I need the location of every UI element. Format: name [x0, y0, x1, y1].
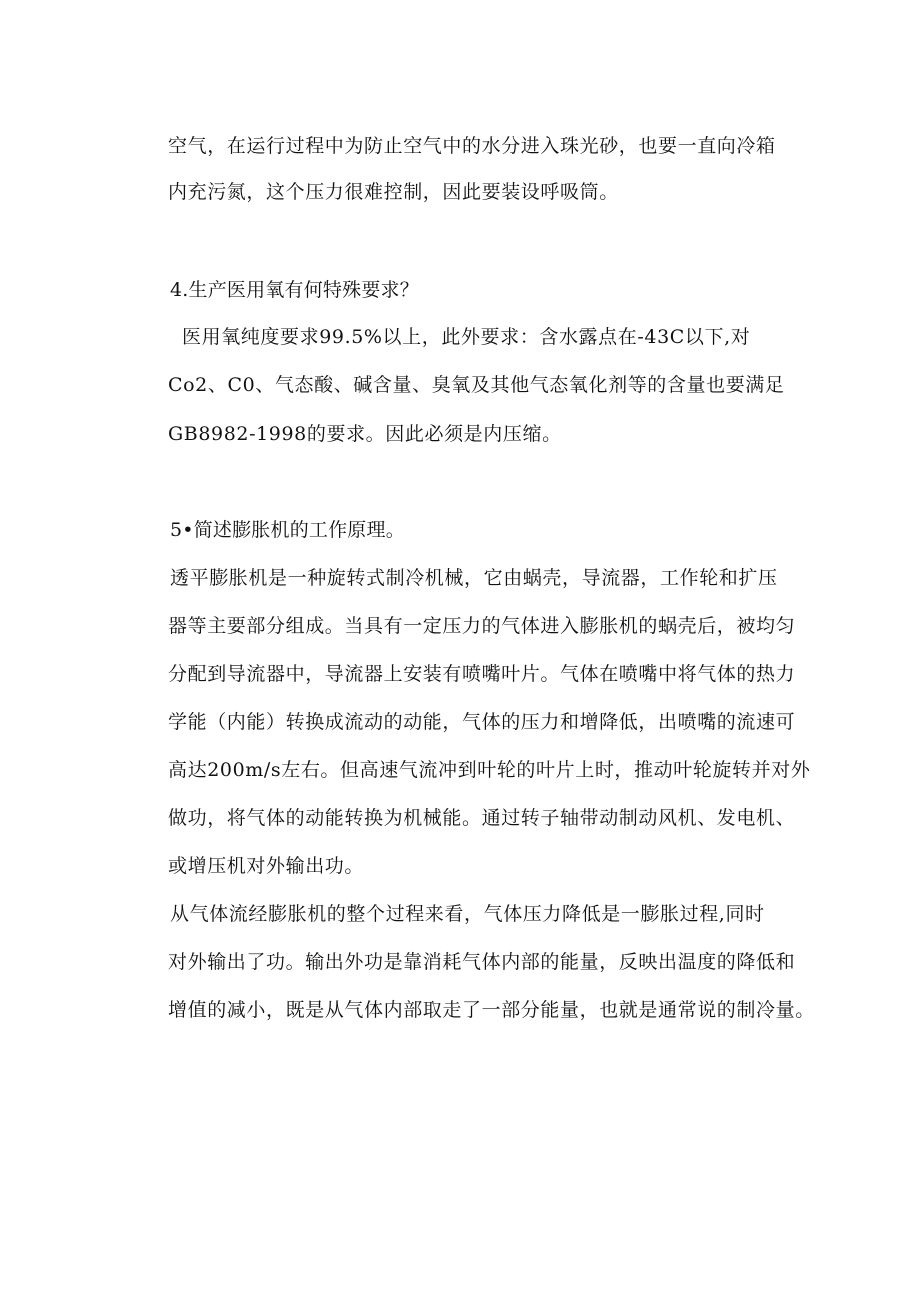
q5-paragraph2-line-1: 从气体流经膨胀机的整个过程来看，气体压力降低是一膨胀过程,同时: [170, 903, 765, 925]
q5-paragraph1-line-4: 学能（内能）转换成流动的动能，气体的压力和增降低，出喷嘴的流速可: [168, 711, 796, 733]
continuation-line-2: 内充污氮，这个压力很难控制，因此要装设呼吸筒。: [168, 181, 619, 203]
continuation-line-1: 空气，在运行过程中为防止空气中的水分进入珠光砂，也要一直向冷箱: [168, 135, 776, 157]
q5-paragraph2-line-3: 增值的减小，既是从气体内部取走了一部分能量，也就是通常说的制冷量。: [168, 999, 815, 1021]
question-5-heading: 5•简述膨胀机的工作原理。: [170, 519, 405, 541]
q5-paragraph1-line-5: 高达200m∕s左右。但高速气流冲到叶轮的叶片上时，推动叶轮旋转并对外: [168, 759, 811, 781]
q5-paragraph1-line-7: 或增压机对外输出功。: [168, 855, 365, 877]
q5-paragraph1-line-6: 做功，将气体的动能转换为机械能。通过转子轴带动制动风机、发电机、: [168, 807, 796, 829]
q5-paragraph1-line-3: 分配到导流器中，导流器上安装有喷嘴叶片。气体在喷嘴中将气体的热力: [168, 663, 796, 685]
q4-answer-line-2: Co2、C0、气态酸、碱含量、臭氧及其他气态氧化剂等的含量也要满足: [168, 374, 785, 396]
question-4-heading: 4.生产医用氧有何特殊要求？: [170, 279, 419, 301]
q5-paragraph1-line-2: 器等主要部分组成。当具有一定压力的气体进入膨胀机的蜗壳后，被均匀: [168, 615, 796, 637]
q5-paragraph1-line-1: 透平膨胀机是一种旋转式制冷机械，它由蜗壳，导流器，工作轮和扩压: [170, 567, 778, 589]
q4-answer-line-3: GB8982-1998的要求。因此必须是内压缩。: [168, 423, 562, 445]
q5-paragraph2-line-2: 对外输出了功。输出外功是靠消耗气体内部的能量，反映出温度的降低和: [168, 951, 796, 973]
q4-answer-line-1: 医用氧纯度要求99.5%以上，此外要求：含水露点在-43C以下,对: [182, 326, 751, 348]
